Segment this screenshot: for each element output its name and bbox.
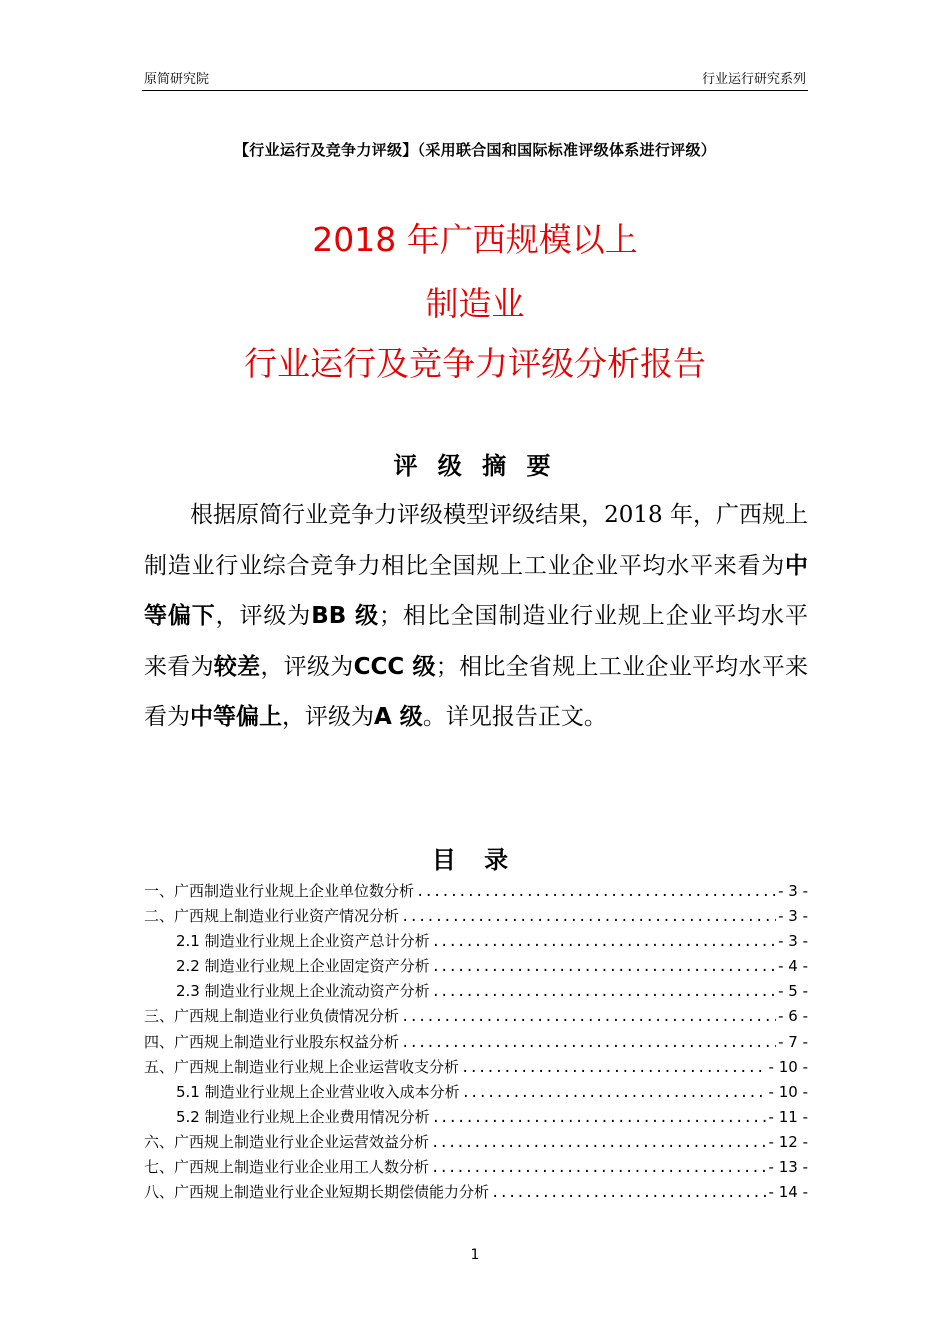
table-of-contents	[144, 880, 808, 1206]
toc-entry-title: 一、广西制造业行业规上企业单位数分析	[144, 882, 415, 900]
page-number: 1	[470, 1247, 480, 1263]
toc-leader-dots	[431, 1160, 767, 1176]
toc-entry-page: - 6 -	[778, 1007, 808, 1026]
title-line-2: 制造业	[425, 284, 525, 323]
toc-entry-title: 2.2 制造业行业规上企业固定资产分析	[176, 957, 430, 976]
toc-entry-page: - 13 -	[768, 1158, 808, 1177]
toc-leader-dots	[432, 934, 776, 950]
toc-entry-page: - 5 -	[778, 982, 808, 1001]
toc-entry-title: 四、广西规上制造业行业股东权益分析	[144, 1032, 400, 1051]
toc-entry-page: - 10 -	[768, 1082, 808, 1101]
toc-entry-title: 三、广西规上制造业行业负债情况分析	[144, 1007, 400, 1026]
summary-text: ，评级为	[215, 603, 312, 629]
toc-subentry[interactable]	[144, 980, 808, 1005]
toc-leader-dots	[491, 1185, 767, 1201]
toc-entry-page: - 14 -	[768, 1183, 808, 1202]
toc-leader-dots	[401, 1035, 776, 1051]
toc-entry-title: 八、广西规上制造业行业企业短期长期偿债能力分析	[144, 1183, 490, 1202]
toc-subentry[interactable]	[144, 930, 808, 955]
toc-entry-page: - 12 -	[768, 1132, 808, 1151]
toc-entry[interactable]	[144, 880, 808, 905]
summary-text: ；相比全国制造业行业规上企业平均水平来看为	[144, 603, 809, 680]
toc-subentry[interactable]	[144, 1081, 808, 1106]
toc-subentry[interactable]	[144, 955, 808, 980]
toc-entry-title: 5.2 制造业行业规上企业费用情况分析	[176, 1107, 430, 1126]
summary-text: ；相比全省规上工业企业平均水平来看为	[144, 653, 809, 730]
toc-entry-page: - 3 -	[778, 907, 808, 926]
summary-text: ，评级为	[282, 704, 374, 730]
summary-text: ，评级为	[260, 653, 354, 680]
header-publisher: 原简研究院	[144, 72, 210, 87]
toc-leader-dots	[461, 1060, 767, 1076]
toc-entry[interactable]	[144, 1056, 808, 1081]
toc-entry[interactable]	[144, 1181, 808, 1206]
toc-leader-dots	[432, 959, 776, 975]
toc-leader-dots	[431, 1135, 767, 1151]
toc-entry-page: - 3 -	[778, 882, 808, 900]
toc-entry-page: - 7 -	[778, 1032, 808, 1051]
toc-entry-page: - 11 -	[768, 1107, 808, 1126]
toc-leader-dots	[416, 884, 776, 900]
summary-emphasis: A 级	[374, 704, 423, 730]
toc-entry-title: 五、广西规上制造业行业规上企业运营收支分析	[144, 1057, 460, 1076]
summary-paragraph	[144, 490, 808, 743]
header-divider	[142, 90, 808, 91]
summary-emphasis: 中等偏上	[190, 704, 282, 730]
toc-entry[interactable]	[144, 1131, 808, 1156]
toc-entry-title: 5.1 制造业行业规上企业营业收入成本分析	[176, 1082, 460, 1101]
toc-leader-dots	[462, 1085, 767, 1101]
toc-leader-dots	[432, 984, 776, 1000]
toc-entry-page: - 3 -	[778, 932, 808, 951]
summary-text: 。详见报告正文。	[422, 704, 607, 730]
summary-emphasis: 中等偏下	[144, 552, 808, 629]
summary-emphasis: BB 级	[311, 603, 380, 629]
toc-entry-page: - 4 -	[778, 957, 808, 976]
report-category: 【行业运行及竞争力评级】（采用联合国和国际标准评级体系进行评级）	[233, 141, 717, 159]
toc-entry[interactable]	[144, 1005, 808, 1030]
summary-heading: 评 级 摘 要	[393, 452, 557, 480]
toc-entry-page: - 10 -	[768, 1057, 808, 1076]
toc-leader-dots	[401, 1009, 776, 1025]
title-line-1: 2018 年广西规模以上	[312, 220, 638, 259]
header-series: 行业运行研究系列	[701, 72, 806, 87]
toc-leader-dots	[401, 909, 776, 925]
summary-emphasis: 较差	[213, 653, 261, 680]
summary-text: 根据原简行业竞争力评级模型评级结果，2018 年，广西规上制造业行业综合竞争力相比全国规上工业企业平均水平来看为	[144, 502, 808, 579]
title-line-3: 行业运行及竞争力评级分析报告	[244, 344, 706, 383]
toc-heading: 目 录	[431, 846, 519, 874]
toc-leader-dots	[432, 1110, 767, 1126]
toc-subentry[interactable]	[144, 1106, 808, 1131]
toc-entry-title: 二、广西规上制造业行业资产情况分析	[144, 907, 400, 926]
toc-entry-title: 七、广西规上制造业行业企业用工人数分析	[144, 1158, 430, 1177]
toc-entry[interactable]	[144, 1031, 808, 1056]
toc-entry-title: 2.3 制造业行业规上企业流动资产分析	[176, 982, 430, 1001]
toc-entry-title: 2.1 制造业行业规上企业资产总计分析	[176, 932, 430, 951]
toc-entry-title: 六、广西规上制造业行业企业运营效益分析	[144, 1132, 430, 1151]
toc-entry[interactable]	[144, 905, 808, 930]
toc-entry[interactable]	[144, 1156, 808, 1181]
summary-emphasis: CCC 级	[353, 653, 436, 680]
